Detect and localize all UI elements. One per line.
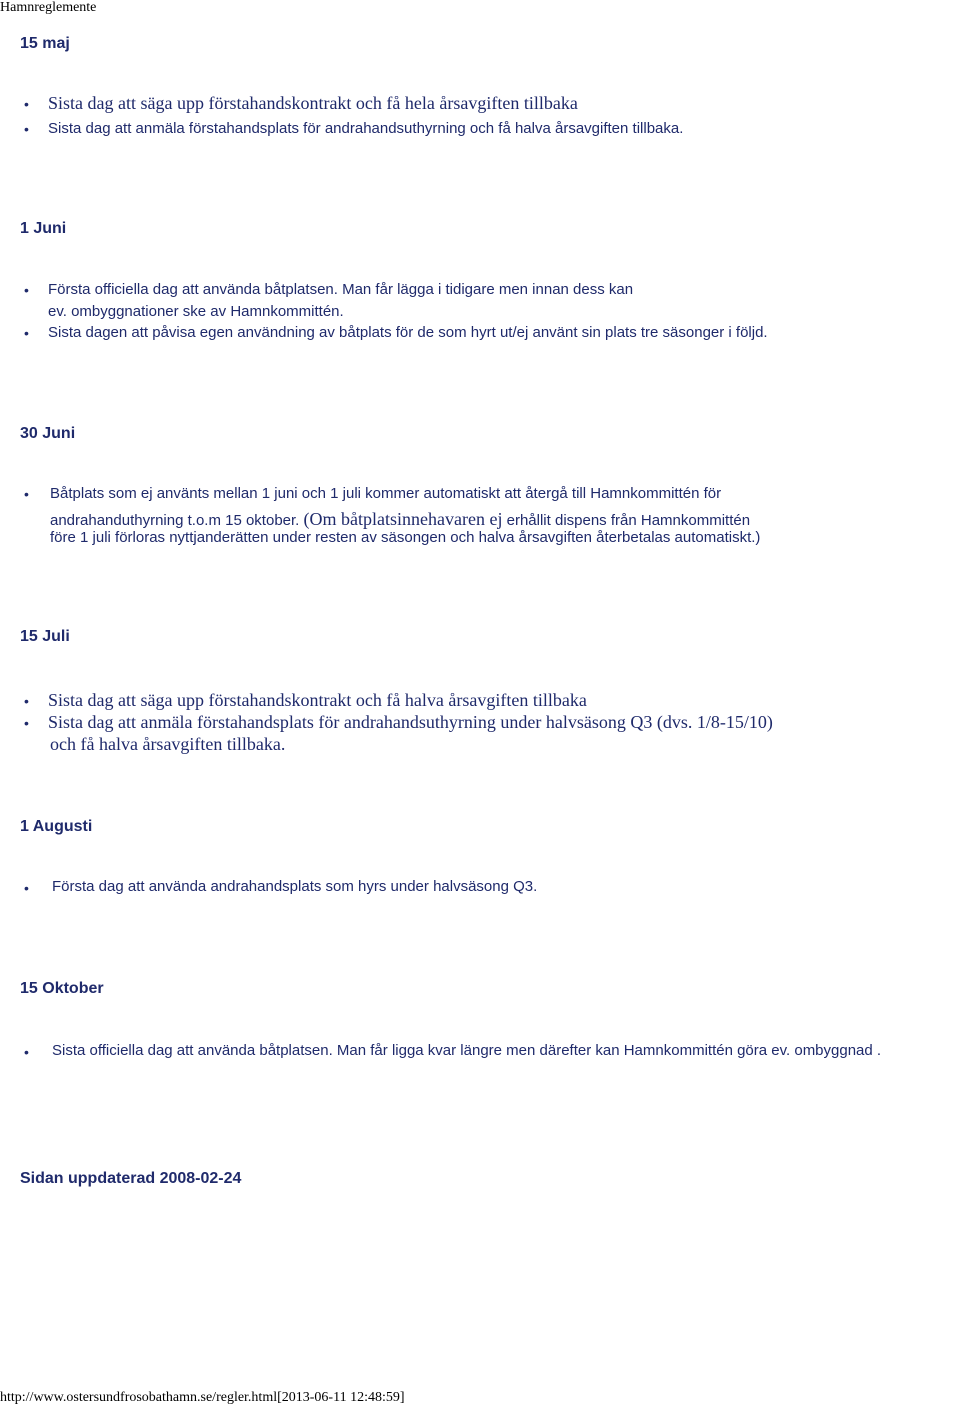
bullet-icon: • (24, 880, 29, 896)
list-item-continuation: före 1 juli förloras nyttjanderätten under resten av säsongen och halva årsavgiften återbetalas automatiskt.) (50, 529, 761, 546)
bullet-icon: • (24, 1044, 29, 1060)
section-heading-aug1: 1 Augusti (20, 818, 93, 835)
list-item-text: erhållit dispens från Hamnkommittén (506, 512, 751, 529)
list-item: Första officiella dag att använda båtplatsen. Man får lägga i tidigare men innan dess kan (48, 281, 634, 298)
list-item: Sista dag att anmäla förstahandsplats för andrahandsuthyrning under halvsäsong Q3 (dvs. 1/8-15/10) (48, 712, 773, 732)
list-item-text: (Om båtplatsinnehavaren ej (303, 509, 503, 529)
page-title: Hamnreglemente (0, 0, 97, 15)
list-item-text: andrahanduthyrning t.o.m 15 oktober. (50, 512, 300, 529)
bullet-icon: • (24, 282, 29, 298)
list-item-continuation (50, 509, 750, 530)
bullet-icon: • (24, 715, 29, 731)
list-item-continuation: ev. ombyggnationer ske av Hamnkommittén. (48, 303, 344, 320)
list-item: Första dag att använda andrahandsplats som hyrs under halvsäsong Q3. (52, 878, 538, 895)
bullet-icon: • (24, 96, 29, 112)
bullet-icon: • (24, 325, 29, 341)
section-heading-june1: 1 Juni (20, 220, 67, 237)
list-item: Båtplats som ej använts mellan 1 juni och 1 juli kommer automatiskt att återgå till Hamnkommittén för (50, 485, 722, 502)
footer-url: http://www.ostersundfrosobathamn.se/regler.html[2013-06-11 12:48:59] (0, 1390, 405, 1405)
list-item: Sista dag att anmäla förstahandsplats för andrahandsuthyrning och få halva årsavgiften tillbaka. (48, 120, 684, 137)
updated-date: Sidan uppdaterad 2008-02-24 (20, 1170, 242, 1187)
list-item: Sista dagen att påvisa egen användning av båtplats för de som hyrt ut/ej använt sin plats tre säsonger i följd. (48, 324, 768, 341)
section-heading-june30: 30 Juni (20, 425, 76, 442)
section-heading-july15: 15 Juli (20, 628, 70, 645)
list-item: Sista officiella dag att använda båtplatsen. Man får ligga kvar längre men därefter kan Hamnkommittén göra ev. ombyggnad . (52, 1042, 882, 1059)
list-item: Sista dag att säga upp förstahandskontrakt och få hela årsavgiften tillbaka (48, 93, 578, 113)
bullet-icon: • (24, 121, 29, 137)
list-item-continuation: och få halva årsavgiften tillbaka. (50, 734, 286, 754)
section-heading-oct15: 15 Oktober (20, 980, 104, 997)
list-item: Sista dag att säga upp förstahandskontrakt och få halva årsavgiften tillbaka (48, 690, 587, 710)
bullet-icon: • (24, 693, 29, 709)
bullet-icon: • (24, 486, 29, 502)
section-heading-may15: 15 maj (20, 35, 70, 52)
